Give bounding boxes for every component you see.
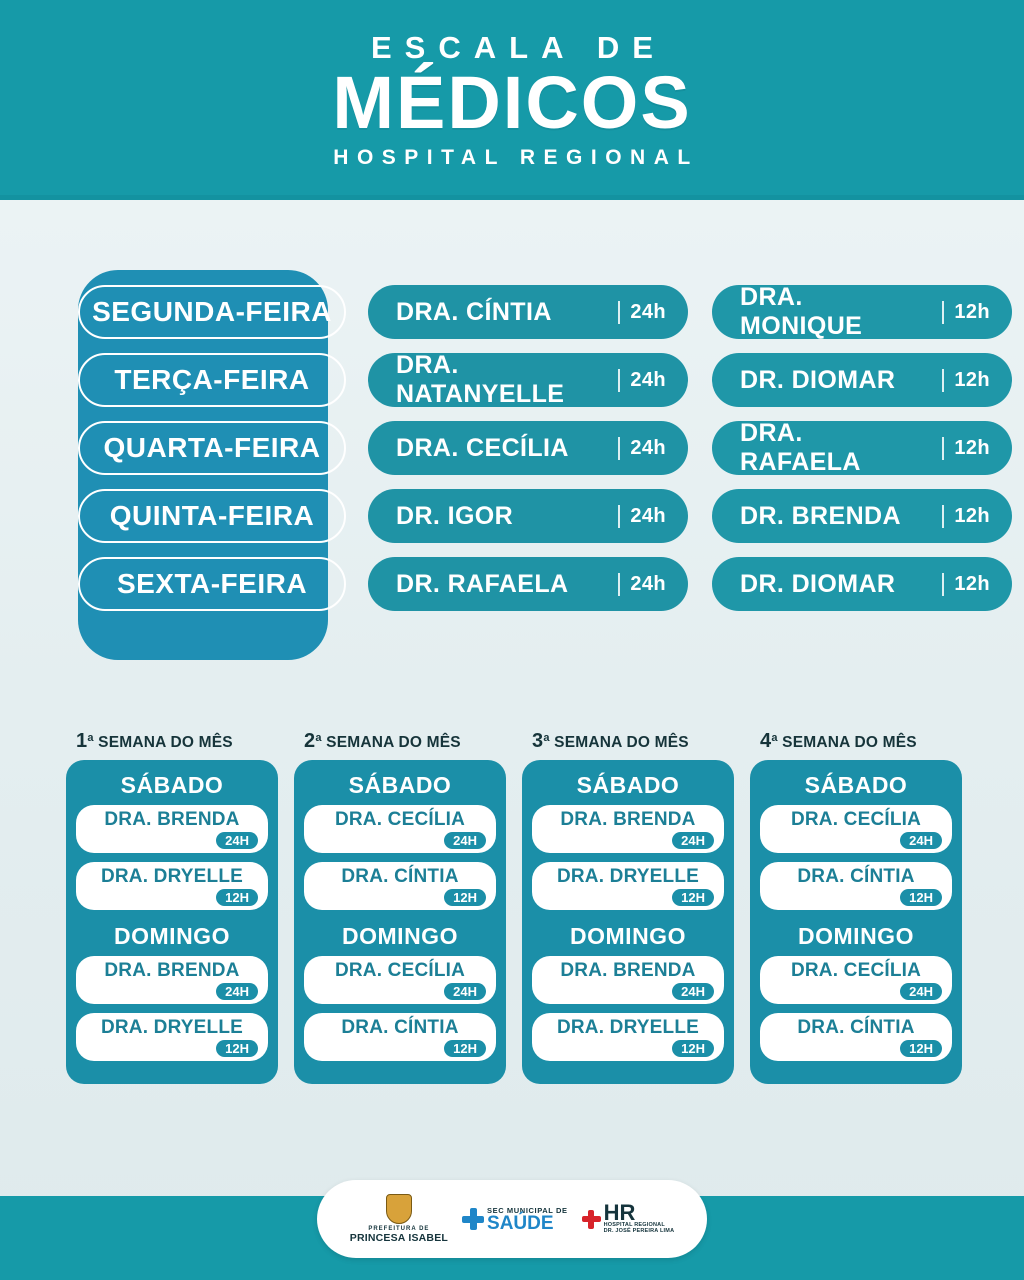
week-box <box>294 760 506 1084</box>
week-column <box>750 730 962 1084</box>
weekend-entry <box>532 805 724 853</box>
saude-logo <box>462 1206 568 1232</box>
shift-hours: 12H <box>672 1040 714 1057</box>
saude-line1: SEC MUNICIPAL DE <box>487 1205 568 1215</box>
shift-hours: 24h <box>618 369 666 392</box>
sunday-label: DOMINGO <box>342 922 458 949</box>
shift-hours: 12h <box>942 505 990 528</box>
weekday-shift-24h <box>368 353 688 407</box>
week-ordinal: a <box>771 731 778 744</box>
week-title-text: SEMANA DO MÊS <box>777 734 917 751</box>
weekday-shift-12h <box>712 285 1012 339</box>
hr-line2: DR. JOSÉ PEREIRA LIMA <box>603 1228 675 1235</box>
weekend-entry <box>304 1013 496 1061</box>
week-title <box>522 730 734 753</box>
week-number: 1 <box>76 730 88 752</box>
sunday-label: DOMINGO <box>798 922 914 949</box>
shift-hours: 24H <box>672 832 714 849</box>
coat-of-arms-icon <box>386 1194 412 1224</box>
shift-hours: 12H <box>672 889 714 906</box>
weekend-entry <box>76 1013 268 1061</box>
shift-hours: 24h <box>618 505 666 528</box>
shift-hours: 24h <box>618 437 666 460</box>
weekday-row <box>78 557 990 611</box>
week-number: 4 <box>760 730 772 752</box>
shift-hours: 24H <box>216 983 258 1000</box>
weekend-entry <box>76 862 268 910</box>
saturday-label: SÁBADO <box>576 772 680 798</box>
week-title <box>66 730 278 753</box>
weekday-label: QUINTA-FEIRA <box>78 489 346 543</box>
doctor-name: DR. DIOMAR <box>740 569 896 598</box>
doctor-name: DR. DIOMAR <box>740 365 896 394</box>
doctor-name: DR. BRENDA <box>740 501 901 530</box>
doctor-name: DRA. CECÍLIA <box>790 959 922 981</box>
footer-logo-plate <box>317 1180 707 1258</box>
red-cross-icon <box>582 1210 601 1229</box>
week-title <box>750 730 962 753</box>
doctor-name: DRA. CECÍLIA <box>790 809 922 830</box>
week-box <box>522 760 734 1084</box>
shift-hours: 24H <box>216 832 258 849</box>
doctor-name: DR. RAFAELA <box>396 569 569 598</box>
shift-hours: 12h <box>942 301 990 324</box>
weekday-label: SEGUNDA-FEIRA <box>78 285 346 339</box>
shift-hours: 24H <box>900 832 942 849</box>
doctor-name: DRA. BRENDA <box>560 809 696 830</box>
weekend-entry <box>76 805 268 853</box>
weekend-entry <box>532 956 724 1004</box>
week-column <box>294 730 506 1084</box>
saturday-label: SÁBADO <box>804 772 908 798</box>
hr-line1: HOSPITAL REGIONAL <box>603 1222 665 1229</box>
weekend-entry <box>760 956 952 1004</box>
doctor-name: DRA. BRENDA <box>560 959 696 981</box>
weekend-entry <box>304 862 496 910</box>
weekday-shift-24h <box>368 421 688 475</box>
weekday-label: SEXTA-FEIRA <box>78 557 346 611</box>
hr-text <box>603 1199 675 1235</box>
doctor-name: DRA. CÍNTIA <box>341 1016 459 1038</box>
doctor-name: DRA. CÍNTIA <box>797 865 915 887</box>
weekend-schedule <box>66 730 966 1084</box>
weekday-row <box>78 351 990 408</box>
week-number: 3 <box>532 730 544 752</box>
shift-hours: 12h <box>942 437 990 460</box>
weekend-entry <box>532 1013 724 1061</box>
shift-hours: 12H <box>444 1040 486 1057</box>
week-title-text: SEMANA DO MÊS <box>93 734 233 751</box>
weekday-label: QUARTA-FEIRA <box>78 421 346 475</box>
week-ordinal: a <box>543 731 550 744</box>
weekday-shift-12h <box>712 353 1012 407</box>
shift-hours: 24H <box>672 983 714 1000</box>
doctor-name: DRA. DRYELLE <box>100 1016 244 1038</box>
hr-initials: HR <box>603 1199 636 1225</box>
week-title <box>294 730 506 753</box>
week-box <box>66 760 278 1084</box>
shift-hours: 24H <box>900 983 942 1000</box>
shift-hours: 24h <box>618 573 666 596</box>
doctor-name: DRA. DRYELLE <box>100 865 244 887</box>
prefeitura-logo <box>350 1194 448 1244</box>
shift-hours: 12H <box>900 889 942 906</box>
shift-hours: 12h <box>942 573 990 596</box>
week-title-text: SEMANA DO MÊS <box>321 734 461 751</box>
doctor-name: DRA. RAFAELA <box>740 419 861 476</box>
doctor-name: DRA. MONIQUE <box>740 283 863 340</box>
prefeitura-line2: PRINCESA ISABEL <box>349 1232 449 1244</box>
medical-cross-icon <box>462 1208 484 1230</box>
weekday-shift-12h <box>712 489 1012 543</box>
doctor-name: DRA. CECÍLIA <box>396 433 569 462</box>
doctor-name: DRA. CECÍLIA <box>334 809 466 830</box>
weekend-entry <box>760 862 952 910</box>
prefeitura-line1: PREFEITURA DE <box>368 1226 430 1232</box>
weekend-entry <box>304 956 496 1004</box>
doctor-name: DRA. DRYELLE <box>556 1016 700 1038</box>
doctor-name: DRA. NATANYELLE <box>396 351 565 408</box>
week-box <box>750 760 962 1084</box>
week-number: 2 <box>304 730 316 752</box>
week-ordinal: a <box>87 731 94 744</box>
weekend-entry <box>76 956 268 1004</box>
header-subtitle: HOSPITAL REGIONAL <box>333 146 699 170</box>
weekday-schedule <box>78 283 990 625</box>
weekday-shift-24h <box>368 285 688 339</box>
doctor-name: DRA. CÍNTIA <box>396 297 552 326</box>
page-title: MÉDICOS <box>332 60 692 144</box>
sunday-label: DOMINGO <box>570 922 686 949</box>
weekday-shift-12h <box>712 421 1012 475</box>
shift-hours: 12H <box>900 1040 942 1057</box>
saude-text <box>487 1206 568 1232</box>
weekend-entry <box>760 1013 952 1061</box>
sunday-label: DOMINGO <box>114 922 230 949</box>
saude-line2: SAÚDE <box>487 1212 554 1234</box>
shift-hours: 12H <box>216 1040 258 1057</box>
doctor-name: DRA. BRENDA <box>104 959 240 981</box>
weekend-entry <box>760 805 952 853</box>
saturday-label: SÁBADO <box>120 772 224 798</box>
poster-header <box>0 0 1024 200</box>
week-column <box>522 730 734 1084</box>
week-title-text: SEMANA DO MÊS <box>549 734 689 751</box>
weekday-row <box>78 419 990 476</box>
weekday-shift-12h <box>712 557 1012 611</box>
header-eyebrow: ESCALA DE <box>371 29 666 65</box>
weekday-row <box>78 283 990 340</box>
shift-hours: 24H <box>444 983 486 1000</box>
week-column <box>66 730 278 1084</box>
weekday-shift-24h <box>368 557 688 611</box>
shift-hours: 12H <box>216 889 258 906</box>
doctor-name: DRA. CÍNTIA <box>341 865 459 887</box>
shift-hours: 12h <box>942 369 990 392</box>
doctor-name: DRA. BRENDA <box>104 809 240 830</box>
doctor-name: DRA. DRYELLE <box>556 865 700 887</box>
doctor-name: DRA. CECÍLIA <box>334 959 466 981</box>
shift-hours: 24H <box>444 832 486 849</box>
week-ordinal: a <box>315 731 322 744</box>
weekday-shift-24h <box>368 489 688 543</box>
shift-hours: 12H <box>444 889 486 906</box>
weekday-label: TERÇA-FEIRA <box>78 353 346 407</box>
weekend-entry <box>304 805 496 853</box>
doctor-name: DRA. CÍNTIA <box>797 1016 915 1038</box>
weekend-entry <box>532 862 724 910</box>
saturday-label: SÁBADO <box>348 772 452 798</box>
weekday-row <box>78 489 990 543</box>
doctor-name: DR. IGOR <box>396 501 514 530</box>
hospital-regional-logo <box>582 1199 675 1235</box>
shift-hours: 24h <box>618 301 666 324</box>
